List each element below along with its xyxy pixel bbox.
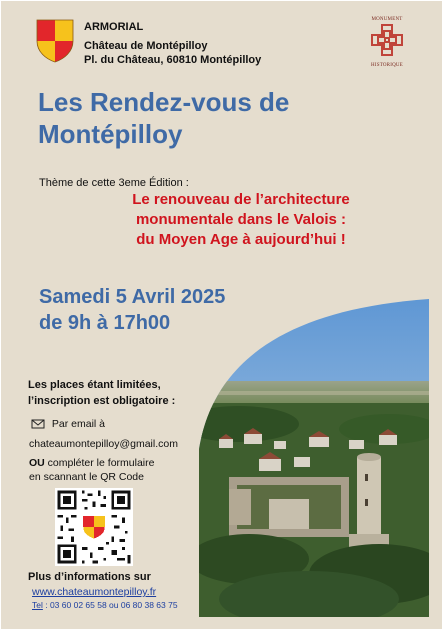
form-instruction-rest: compléter le formulaire — [44, 457, 155, 469]
page-title-line2: Montépilloy — [38, 119, 183, 149]
header-org: ARMORIAL — [84, 21, 144, 33]
header-address: Pl. du Château, 60810 Montépilloy — [84, 54, 262, 66]
castle-aerial-photo — [199, 299, 429, 617]
phone-line — [32, 599, 178, 611]
page-title-line1: Les Rendez-vous de — [38, 87, 290, 117]
coat-of-arms-icon — [36, 19, 74, 63]
labyrinth-icon — [370, 23, 404, 57]
more-info-label: Plus d’informations sur — [28, 571, 151, 583]
mail-row — [31, 417, 105, 431]
qr-code[interactable] — [55, 488, 133, 566]
theme-line: monumentale dans le Valois : — [135, 211, 347, 228]
theme-line: du Moyen Age à aujourd’hui ! — [136, 231, 346, 248]
header-name: Château de Montépilloy — [84, 40, 208, 52]
phone-numbers: : 03 60 02 65 58 ou 06 80 38 63 75 — [42, 600, 178, 610]
mail-icon — [31, 418, 45, 430]
registration-line2: l’inscription est obligatoire : — [28, 395, 176, 407]
or-word: OU — [29, 457, 45, 469]
heritage-label-bottom: HISTORIQUE — [371, 63, 403, 68]
email-address[interactable]: chateaumontepilloy@gmail.com — [29, 438, 178, 450]
website-link[interactable]: www.chateaumontepilloy.fr — [32, 586, 157, 598]
theme-text — [81, 190, 401, 250]
theme-line: Le renouveau de l’architecture — [132, 191, 350, 208]
registration-line1: Les places étant limitées, — [28, 379, 161, 391]
heritage-label-top: MONUMENT — [371, 17, 403, 22]
form-instruction-line1 — [29, 456, 154, 470]
event-hours: de 9h à 17h00 — [39, 312, 171, 334]
phone-label: Tel — [32, 600, 43, 610]
form-instruction-line2: en scannant le QR Code — [29, 471, 144, 483]
theme-label: Thème de cette 3eme Édition : — [39, 177, 189, 189]
monument-historique-logo — [361, 17, 413, 69]
registration-notice — [28, 377, 175, 409]
mail-prefix: Par email à — [51, 418, 106, 430]
poster — [1, 1, 442, 629]
event-date: Samedi 5 Avril 2025 — [39, 286, 226, 308]
